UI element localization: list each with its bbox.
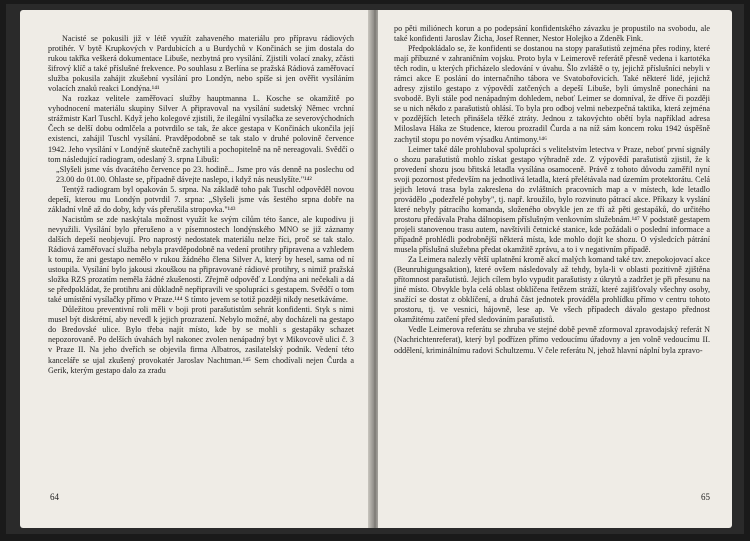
left-paragraph: Nacistům se zde naskýtala možnost využít ke svým cílům této šance, ale kupodivu ji nevyužili. Vysílání bylo přerušeno a v písemnostech londýnského MNO se již záznamy dalších depeší neobjevují. Pro naprostý nedostatek materiálu nelze říci, proč se tak stalo. Rádiová zaměřovací služba nebyla pravděpodobně na vedení protihry připravena a vzhledem k tomu, že ani gestapo nemělo v rukou žádného člena Silver A, který by hesel, sama od ní ustoupila. Vysílání bylo jakousi zkouškou na připravované rádiové protihry, s nimiž pražská složka RZS prozatím neměla žádné zkušenosti. Zřejmě odpověď z Londýna ani nečekali a dá se předpokládat, že protihru ani důkladně nepřipravili ve spolupráci s gestapem. Svědčí o tom také umístění vysílačky přímo v Praze.¹⁴⁴ S tímto jevem se totiž později nikdy nesetkáváme.: [48, 214, 354, 305]
right-paragraph: Předpokládalo se, že konfidenti se dostanou na stopy parašutistů zejména přes rodiny, které mají příbuzné v zahraničním vojsku. Proto byla v Leimerově referátě přesně vedena i kartotéka těch rodin, u kterých přicházelo sledování v úvahu. Šlo zvláště o ty, jejichž příslušníci nebyli v rámci akce E poslání do internačního tábora ve Svatobořovicích. Také některé lidé, jejichž adresy zjistilo gestapo z výpovědí zatčených a depeší Libuše, byli úmyslně ponecháni na svobodě. Byli stále pod nenápadným dohledem, neboť Leimer se domníval, že dříve či později se u nich někdo z parašutistů ohlásí. To byla pro odboj velmi nebezpečná taktika, která zejména v pozdějších letech přinášela těžké ztráty. Jednou z takovýchto obětí byla například adresa Miloslava Háka ze Studence, kterou prozradil Čurda a na níž sám koncem roku 1942 úspěšně zachytil stopu po novém výsadku Antimony.¹⁴⁶: [394, 44, 710, 144]
left-page-text: [48, 34, 354, 376]
right-paragraph: Leimer také dále prohluboval spolupráci s velitelstvím letectva v Praze, neboť první signály o shozu parašutistů mohlo získat gestapo výhradně zde. Z výpovědí parašutistů zjistil, že k provedení shozu jsou břitská letadla vysílána osamoceně. Právě z tohoto důvodu zaměřil nyní svoji pozornost především na jednotlivá letadla, která přelétávala nad územím protektorátu. Celá jejich letová trasa byla zakreslena do zvláštních pracovních map a v místech, kde letadlo provádělo „podezřelé pohyby", tj. např. kroužilo, bylo rozvinuto pátrací akce. Příkazy k vyslání které nebyly pátracího komanda, složeného obvykle jen ze tří až pěti gestapáků, do určitého prostoru předávala Praha dálnopisem příslušným venkovním služebnám.¹⁴⁷ V podstatě gestapem projeli stanovenou trasu autem, navštívili četnické stanice, kde požádali o poslední informace a případně prohlédli podrobnější některá místa, kde mohlo dojít ke shozu. O výsledcích pátrání musela příslušná služebna předat okamžitě zprávu, a to i v negativním případě.: [394, 144, 710, 255]
left-paragraph: Nacisté se pokusili již v létě využít zahaveného materiálu pro přípravu rádiových protihér. V bytě Krupkových v Pardubicích a u Burdychů v Končinách se jim dostala do rukou takřka veškerá dokumentace Libuše, nezbytná pro vysílání. Zjistili volací znaky, zčásti šifrový klíč a také příslušné frekvence. Po souhlasu z Berlína se pražská Rádiová zaměřovací služba pokusila zahájit zkušební vysílání pro Londýn, nebo spíše si jen ověřit vysíláním volacích znaků reakci Londýna.¹⁴¹: [48, 34, 354, 94]
left-paragraph: Na rozkaz velitele zaměřovací služby hauptmanna L. Kosche se okamžitě po vyhodnocení materiálu skupiny Silver A připravoval na vysílání sudetský Němec vrchní strážmistr Karl Tuschl. Když jeho kolegové zjistili, že ilegální vysílačka ze severovýchodních Čech se delší dobu odmlčela a potvrdilo se tak, že akce gestapa v Končinách ukončila její existenci, zahájil Tuschl vysílání. Pravděpodobně se tak stalo v druhé polovině července 1942. Jeho vysílání v Londýně skutečně zachytili a pochopitelně na ně nereagovali. Svědčí o tom následující radiogram, odeslaný 3. srpna Libuši:: [48, 94, 354, 164]
page-number-left: 64: [50, 492, 59, 502]
left-quote: „Slyšeli jsme vás dvacátého července po 23. hodině... Jsme pro vás denně na poslechu od 23.00 do 01.00. Ohlaste se, případně dávejte naslepo, i když nás neuslyšíte."¹⁴²: [56, 164, 354, 184]
right-page: [378, 10, 732, 528]
book-spread: [6, 4, 744, 534]
left-paragraph: Důležitou preventivní roli měli v boji proti parašutistům sehrát konfidenti. Styk s nimi musel být diskrétní, aby nevedl k jejich prozrazení. Nebylo možné, aby docházeli na gestapo do Bredovské ulice. Bylo třeba najít místo, kde by se mohli s gestapáky schazet nepozorovaně. Po delších úvahách byl nakonec zvolen nenápadný byt v Mikovcově ulici č. 3 v Praze II. Na jeho dveřích se objevila firma Albatros, zasilatelský podnik. Vedení této kanceláře se ujal zkušený provokatér Jaroslav Nachtman.¹⁴⁵ Sem chodívali nejen Čurda a Gerik, kterým gestapo dalo za zradu: [48, 305, 354, 375]
left-page: [20, 10, 372, 528]
left-paragraph: Tentýž radiogram byl opakován 5. srpna. Na základě toho pak Tuschl odpověděl novou depeší, kterou mu Londýn potvrdil 7. srpna: „Slyšeli jsme vás šestého srpna dobře na základní vlně až do doby, kdy vás přerušila stropovka."¹⁴³: [48, 184, 354, 214]
right-paragraph: po pěti miliónech korun a po podepsání konfidentského závazku je propustilo na svobodu, ale také konfidenti Jaroslav Žicha, Josef Renner, Nestor Holejko a Zdeněk Fink.: [394, 24, 710, 44]
right-paragraph: Vedle Leimerova referátu se zhruba ve stejné době pevně zformoval zpravodajský referát N (Nachrichtenreferat), který byl podřízen přímo vedoucímu úřadovny a jen volně vedoucímu II. oddělení, kriminálnímu radovi Schultzemu. V čele referátu N, jehož hlavní náplní byla zpravo-: [394, 325, 710, 355]
right-page-text: [394, 24, 710, 356]
right-paragraph: Za Leimera nalezly větší uplatnění kromě akcí malých komand také tzv. znepokojovací akce (Beunruhigungsaktion), které ovšem následovaly až tehdy, byla-li v oblasti pozitivně zjištěna přítomnost parašutistů. Jejich cílem bylo vypudit parašutisty z úkrytů a zadržet je při přesunu na jiné místo. Obvykle byla celá oblast obklíčena řetězem stráží, které zajišťovaly všechny osoby, snažící se dostat z obklíčení, a druhá část jednotek prováděla prohlídku přímo v centru tohoto prostoru, tj. ve vesnici, hájovně, lese ap. Ve všech případech dávalo gestapo přednost okamžitému zatčení před sledováním parašutistů.: [394, 255, 710, 325]
page-number-right: 65: [701, 492, 710, 502]
